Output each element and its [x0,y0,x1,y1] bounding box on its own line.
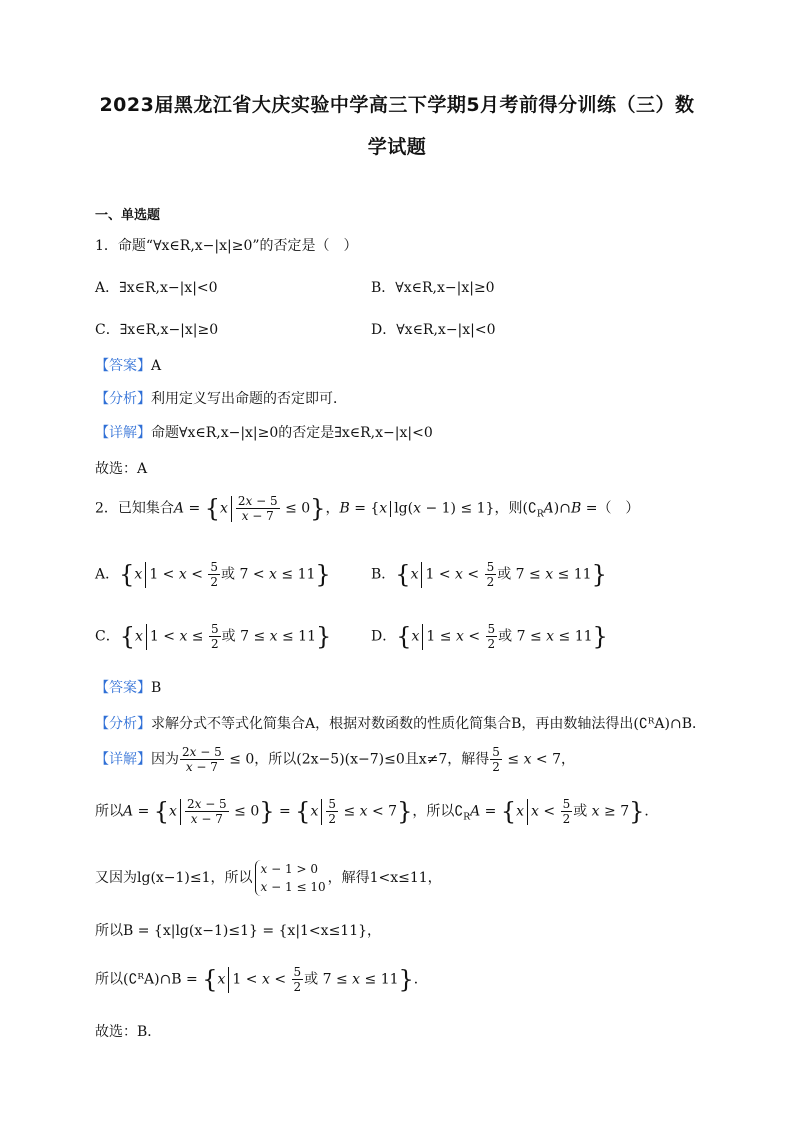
q2-then: ，则 [494,500,523,517]
q1-option-d: D．∀x∈R,x−|x|<0 [371,322,496,338]
d1a: 因为 [151,751,179,768]
d2b: ，所以 [412,803,455,820]
q2-answer [95,677,161,697]
d5a: 所以(∁ᴿA)∩B = [95,971,198,988]
d3a: 又因为lg(x−1)≤1，所以 [95,870,253,886]
d5b: ． [413,971,428,988]
analysis-text: 利用定义写出命题的否定即可． [151,391,347,407]
title-line-1: 2023届黑龙江省大庆实验中学高三下学期5月考前得分训练（三）数 [99,94,695,116]
q2-option-d: D．{x 1 ≤ x < $\frac{5}{2}$ 或 7 ≤ x ≤ 11} [371,622,608,651]
q2-option-b: B．{x 1 < x < $\frac{5}{2}$ 或 7 ≤ x ≤ 11} [371,560,607,589]
d2a: 所以 [95,803,123,820]
detail-text: 命题∀x∈R,x−|x|≥0的否定是∃x∈R,x−|x|<0 [151,425,433,441]
answer-value: B [151,680,162,696]
analysis-tag: 【分析】 [95,716,151,732]
q2-detail-line5: 所以(∁ᴿA)∩B = {x 1 < x < $\frac{5}{2}$ 或 7 ≤ x ≤ 11}． [95,965,428,994]
title-line-2: 学试题 [367,136,427,158]
opt-label: C． [95,628,120,645]
q1-detail [95,422,433,442]
q2-prefix: 2．已知集合 [95,500,174,517]
exam-title [40,84,754,168]
q1-option-c: C．∃x∈R,x−|x|≥0 [95,322,219,338]
q1-stem: 1．命题“∀x∈R,x−|x|≥0”的否定是（ ） [95,238,358,254]
answer-value: A [151,358,162,374]
q1-answer [95,355,161,375]
q2-conclusion: 故选：B． [95,1024,162,1040]
q2-option-c: C．{x 1 < x ≤ $\frac{5}{2}$ 或 7 ≤ x ≤ 11} [95,622,332,651]
q2-option-a: A．{x 1 < x < $\frac{5}{2}$ 或 7 < x ≤ 11} [95,560,331,589]
q2-stem: 2．已知集合A = {x $\frac{2x - 5}{x - 7}$ ≤ 0}，B = {x lg(x − 1) ≤ 1}，则$(∁_RA)\cap B$ =（ ） [95,494,640,523]
analysis-tag: 【分析】 [95,391,151,407]
q2-suffix: （ ） [597,500,640,517]
d3b: ，解得1<x≤11， [327,870,442,886]
q2-detail-line2: 所以A = {x $\frac{2x - 5}{x - 7}$ ≤ 0} = {x $\frac{5}{2}$ ≤ x < 7}，所以$∁_RA = \{x$ x < $\frac{5}{2}$ 或 x ≥ 7}． [95,797,659,826]
q1-option-a: A．∃x∈R,x−|x|<0 [95,280,218,296]
q2-detail-line3: 又因为lg(x−1)≤1，所以 x − 1 > 0 x − 1 ≤ 10 ，解得1<x≤11， [95,862,442,894]
analysis-text: 求解分式不等式化简集合A，根据对数函数的性质化简集合B，再由数轴法得出(∁ᴿA)∩B． [151,716,706,732]
q1-option-b: B．∀x∈R,x−|x|≥0 [371,280,495,296]
answer-tag: 【答案】 [95,358,151,374]
d1b: ，所以(2x−5)(x−7)≤0且x≠7，解得 [254,751,490,768]
d2c: ． [644,803,659,820]
detail-tag: 【详解】 [95,751,151,768]
answer-tag: 【答案】 [95,680,151,696]
d1c: ， [561,751,576,768]
q1-analysis [95,388,347,408]
q2-sep: ， [325,500,340,517]
q2-analysis [95,713,706,733]
detail-tag: 【详解】 [95,425,151,441]
q2-detail-line4: 所以B = {x|lg(x−1)≤1} = {x|1<x≤11}， [95,923,382,939]
q1-conclusion: 故选：A [95,461,148,477]
opt-label: D． [371,628,397,645]
opt-label: A． [95,566,120,583]
section-heading: 一、单选题 [95,208,161,223]
opt-label: B． [371,566,396,583]
q2-detail-line1: 【详解】因为 $\frac{2x - 5}{x - 7}$ ≤ 0，所以(2x−5)(x−7)≤0且x≠7，解得 $\frac{5}{2}$ ≤ x < 7， [95,745,576,774]
